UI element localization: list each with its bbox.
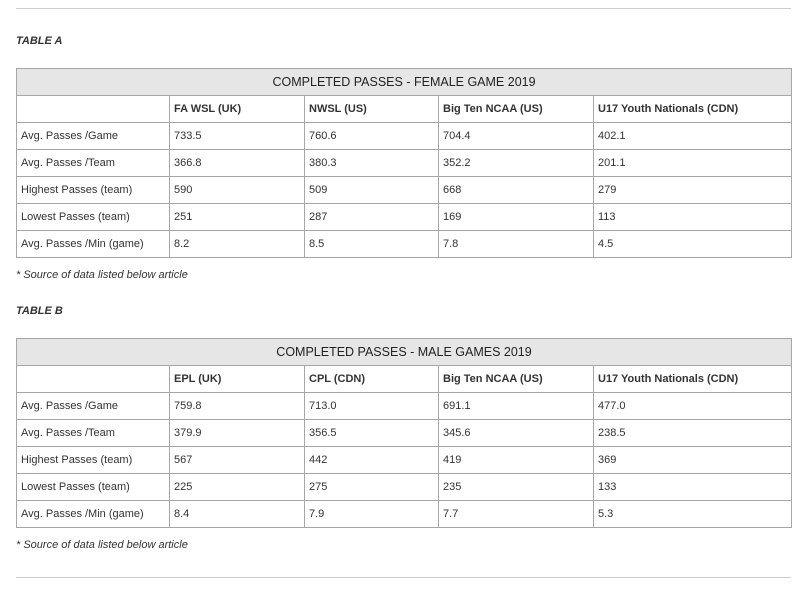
column-header: U17 Youth Nationals (CDN) — [594, 96, 792, 123]
column-header: CPL (CDN) — [305, 366, 439, 393]
row-label: Avg. Passes /Team — [17, 420, 170, 447]
column-header: Big Ten NCAA (US) — [439, 96, 594, 123]
table-cell: 8.2 — [170, 231, 305, 258]
table-cell: 169 — [439, 204, 594, 231]
table-a — [16, 68, 792, 258]
table-row — [17, 420, 792, 447]
table-cell: 238.5 — [594, 420, 792, 447]
table-cell: 133 — [594, 474, 792, 501]
column-header — [17, 96, 170, 123]
table-row — [17, 393, 792, 420]
column-header — [17, 366, 170, 393]
row-label: Lowest Passes (team) — [17, 474, 170, 501]
table-cell: 380.3 — [305, 150, 439, 177]
row-label: Avg. Passes /Min (game) — [17, 501, 170, 528]
table-cell: 477.0 — [594, 393, 792, 420]
table-cell: 287 — [305, 204, 439, 231]
table-cell: 567 — [170, 447, 305, 474]
table-cell: 356.5 — [305, 420, 439, 447]
table-cell: 8.5 — [305, 231, 439, 258]
table-cell: 379.9 — [170, 420, 305, 447]
table-cell: 366.8 — [170, 150, 305, 177]
table-cell: 225 — [170, 474, 305, 501]
table-b — [16, 338, 792, 528]
table-cell: 760.6 — [305, 123, 439, 150]
table-a-label: TABLE A — [16, 35, 63, 47]
table-cell: 419 — [439, 447, 594, 474]
table-cell: 279 — [594, 177, 792, 204]
table-a-header-row — [17, 96, 792, 123]
table-row — [17, 177, 792, 204]
column-header: NWSL (US) — [305, 96, 439, 123]
table-row — [17, 204, 792, 231]
table-cell: 251 — [170, 204, 305, 231]
row-label: Avg. Passes /Min (game) — [17, 231, 170, 258]
table-cell: 691.1 — [439, 393, 594, 420]
table-cell: 509 — [305, 177, 439, 204]
table-cell: 759.8 — [170, 393, 305, 420]
table-cell: 590 — [170, 177, 305, 204]
table-cell: 704.4 — [439, 123, 594, 150]
table-row — [17, 150, 792, 177]
table-a-source-note: * Source of data listed below article — [16, 269, 188, 281]
table-row — [17, 231, 792, 258]
table-cell: 352.2 — [439, 150, 594, 177]
table-cell: 713.0 — [305, 393, 439, 420]
table-cell: 4.5 — [594, 231, 792, 258]
table-b-title: COMPLETED PASSES - MALE GAMES 2019 — [17, 339, 792, 366]
column-header: U17 Youth Nationals (CDN) — [594, 366, 792, 393]
row-label: Highest Passes (team) — [17, 177, 170, 204]
row-label: Avg. Passes /Game — [17, 393, 170, 420]
table-cell: 235 — [439, 474, 594, 501]
table-cell: 442 — [305, 447, 439, 474]
table-row — [17, 123, 792, 150]
table-cell: 369 — [594, 447, 792, 474]
row-label: Highest Passes (team) — [17, 447, 170, 474]
table-b-source-note: * Source of data listed below article — [16, 539, 188, 551]
table-b-header-row — [17, 366, 792, 393]
table-cell: 5.3 — [594, 501, 792, 528]
table-b-label: TABLE B — [16, 305, 63, 317]
row-label: Lowest Passes (team) — [17, 204, 170, 231]
column-header: FA WSL (UK) — [170, 96, 305, 123]
table-cell: 275 — [305, 474, 439, 501]
table-cell: 201.1 — [594, 150, 792, 177]
table-cell: 7.8 — [439, 231, 594, 258]
table-cell: 7.7 — [439, 501, 594, 528]
row-label: Avg. Passes /Team — [17, 150, 170, 177]
table-cell: 345.6 — [439, 420, 594, 447]
table-cell: 733.5 — [170, 123, 305, 150]
table-a-title: COMPLETED PASSES - FEMALE GAME 2019 — [17, 69, 792, 96]
bottom-divider — [16, 577, 791, 578]
table-row — [17, 474, 792, 501]
table-cell: 8.4 — [170, 501, 305, 528]
table-cell: 7.9 — [305, 501, 439, 528]
table-row — [17, 447, 792, 474]
table-row — [17, 501, 792, 528]
table-cell: 113 — [594, 204, 792, 231]
top-divider — [16, 8, 791, 9]
column-header: EPL (UK) — [170, 366, 305, 393]
column-header: Big Ten NCAA (US) — [439, 366, 594, 393]
table-cell: 668 — [439, 177, 594, 204]
table-cell: 402.1 — [594, 123, 792, 150]
row-label: Avg. Passes /Game — [17, 123, 170, 150]
